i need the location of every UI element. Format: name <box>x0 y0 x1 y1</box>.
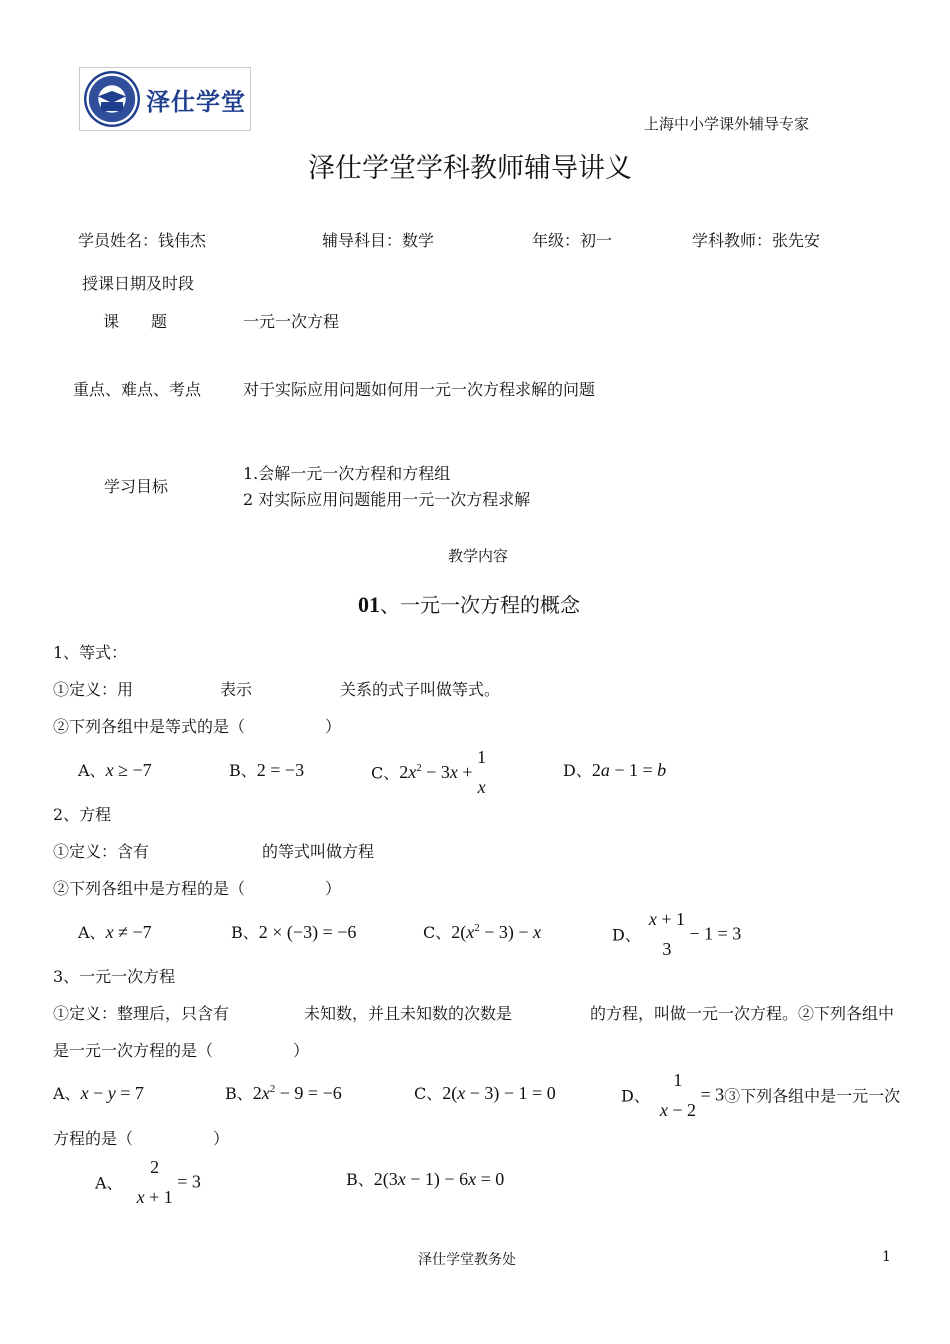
p3-option-d <box>621 1065 900 1125</box>
p3q3-option-a <box>95 1152 201 1212</box>
p3-option-c <box>414 1081 556 1104</box>
option-label: D、 <box>563 761 592 780</box>
p1-option-b <box>229 758 304 781</box>
option-label: C、 <box>423 923 452 942</box>
p3q3-fraction: 2 x + 1 <box>136 1157 173 1207</box>
option-label: A、 <box>78 761 106 780</box>
option-label: B、 <box>231 923 259 942</box>
part3-def-b: 未知数，并且未知数的次数是 <box>304 1004 513 1023</box>
p3q3-option-b <box>346 1167 504 1190</box>
p3-expr-d: = 3 <box>696 1084 725 1105</box>
p2-fraction: x + 1 3 <box>648 909 685 959</box>
logo-text: 泽仕学堂 <box>146 88 246 116</box>
school-seal-icon <box>84 71 140 127</box>
teacher: 学科教师：张先安 <box>692 231 821 250</box>
section-heading <box>358 589 580 618</box>
part1-def-a: ①定义：用 <box>53 680 134 699</box>
part2-def-b: 的等式叫做方程 <box>262 842 375 861</box>
part2-heading: 2、方程 <box>53 805 112 824</box>
section-number: 01 <box>358 592 380 617</box>
tagline: 上海中小学课外辅导专家 <box>644 115 810 133</box>
content-label: 教学内容 <box>448 547 509 565</box>
option-label: B、 <box>346 1170 374 1189</box>
option-label: B、 <box>229 761 257 780</box>
goal-2: 2 对实际应用问题能用一元一次方程求解 <box>243 490 531 509</box>
p2-option-a <box>78 920 152 943</box>
p1-option-d <box>563 758 666 781</box>
part3-heading: 3、一元一次方程 <box>53 967 176 986</box>
p3-expr-c: 2(x − 3) − 1 = 0 <box>442 1083 556 1103</box>
option-label: A、 <box>53 1084 81 1103</box>
goals-label: 学习目标 <box>104 477 169 496</box>
p3-fraction: 1 x − 2 <box>659 1070 696 1120</box>
goal-1: 1.会解一元一次方程和方程组 <box>243 464 451 483</box>
option-label: C、 <box>414 1084 443 1103</box>
part2-def-a: ①定义：含有 <box>53 842 150 861</box>
grade: 年级：初一 <box>532 231 613 250</box>
p1-expr-b: 2 = −3 <box>256 760 305 780</box>
option-label: A、 <box>95 1173 123 1193</box>
p1-option-c <box>371 742 486 802</box>
p1-fraction: 1 x <box>477 747 487 797</box>
part1-heading: 1、等式： <box>53 643 128 662</box>
p3-expr-a: x − y = 7 <box>80 1083 144 1103</box>
topic-label: 课 题 <box>103 312 168 331</box>
seal-base <box>101 102 123 111</box>
part1-question: ②下列各组中是等式的是（ ） <box>53 717 342 736</box>
p1-expr-c: $2x^2 - 3x$ + <box>399 761 478 782</box>
p1-option-a <box>78 758 152 781</box>
p3-d-tail: ③下列各组中是一元一次 <box>724 1086 901 1106</box>
p3-expr-b: $2x^2 - 9 = -6$ <box>252 1083 342 1103</box>
p2-expr-a: x ≠ −7 <box>105 922 152 942</box>
page-title: 泽仕学堂学科教师辅导讲义 <box>308 153 632 184</box>
option-label: D、 <box>621 1086 650 1106</box>
student-name: 学员姓名：钱伟杰 <box>78 231 207 250</box>
section-title: 、一元一次方程的概念 <box>380 593 580 617</box>
p1-expr-a: x ≥ −7 <box>105 760 152 780</box>
keypoints-value: 对于实际应用问题如何用一元一次方程求解的问题 <box>243 380 596 399</box>
p2-option-b <box>231 920 356 943</box>
p2-option-d <box>612 904 741 964</box>
p2-expr-b: 2 × (−3) = −6 <box>258 922 357 942</box>
topic-value: 一元一次方程 <box>243 312 340 331</box>
p2-expr-c: $2(x^2 - 3) - x$ <box>451 922 542 942</box>
option-label: B、 <box>225 1084 253 1103</box>
part2-question: ②下列各组中是方程的是（ ） <box>53 879 342 898</box>
p3-option-b <box>225 1081 342 1104</box>
logo <box>79 67 251 131</box>
keypoints-label: 重点、难点、考点 <box>73 380 202 399</box>
p3q3-expr-a: = 3 <box>172 1171 201 1192</box>
p2-option-c <box>423 920 541 943</box>
subject: 辅导科目：数学 <box>322 231 435 250</box>
p3-option-a <box>53 1081 144 1104</box>
part3-def-c: 的方程，叫做一元一次方程。②下列各组中 <box>590 1004 895 1023</box>
part3-def-d: 是一元一次方程的是（ ） <box>53 1041 310 1060</box>
page-number: 1 <box>882 1249 891 1265</box>
p3q3-expr-b: 2(3x − 1) − 6x = 0 <box>373 1169 505 1189</box>
part1-def-c: 关系的式子叫做等式。 <box>340 680 501 699</box>
option-label: C、 <box>371 763 400 783</box>
part3-q3-tail: 方程的是（ ） <box>53 1129 230 1148</box>
option-label: D、 <box>612 925 641 945</box>
date-label: 授课日期及时段 <box>82 274 195 293</box>
option-label: A、 <box>78 923 106 942</box>
part3-def-a: ①定义：整理后，只含有 <box>53 1004 230 1023</box>
footer-text: 泽仕学堂教务处 <box>418 1252 516 1268</box>
part1-def-b: 表示 <box>220 680 253 699</box>
p2-expr-d: − 1 = 3 <box>685 923 742 944</box>
p1-expr-d: 2a − 1 = b <box>591 760 667 780</box>
